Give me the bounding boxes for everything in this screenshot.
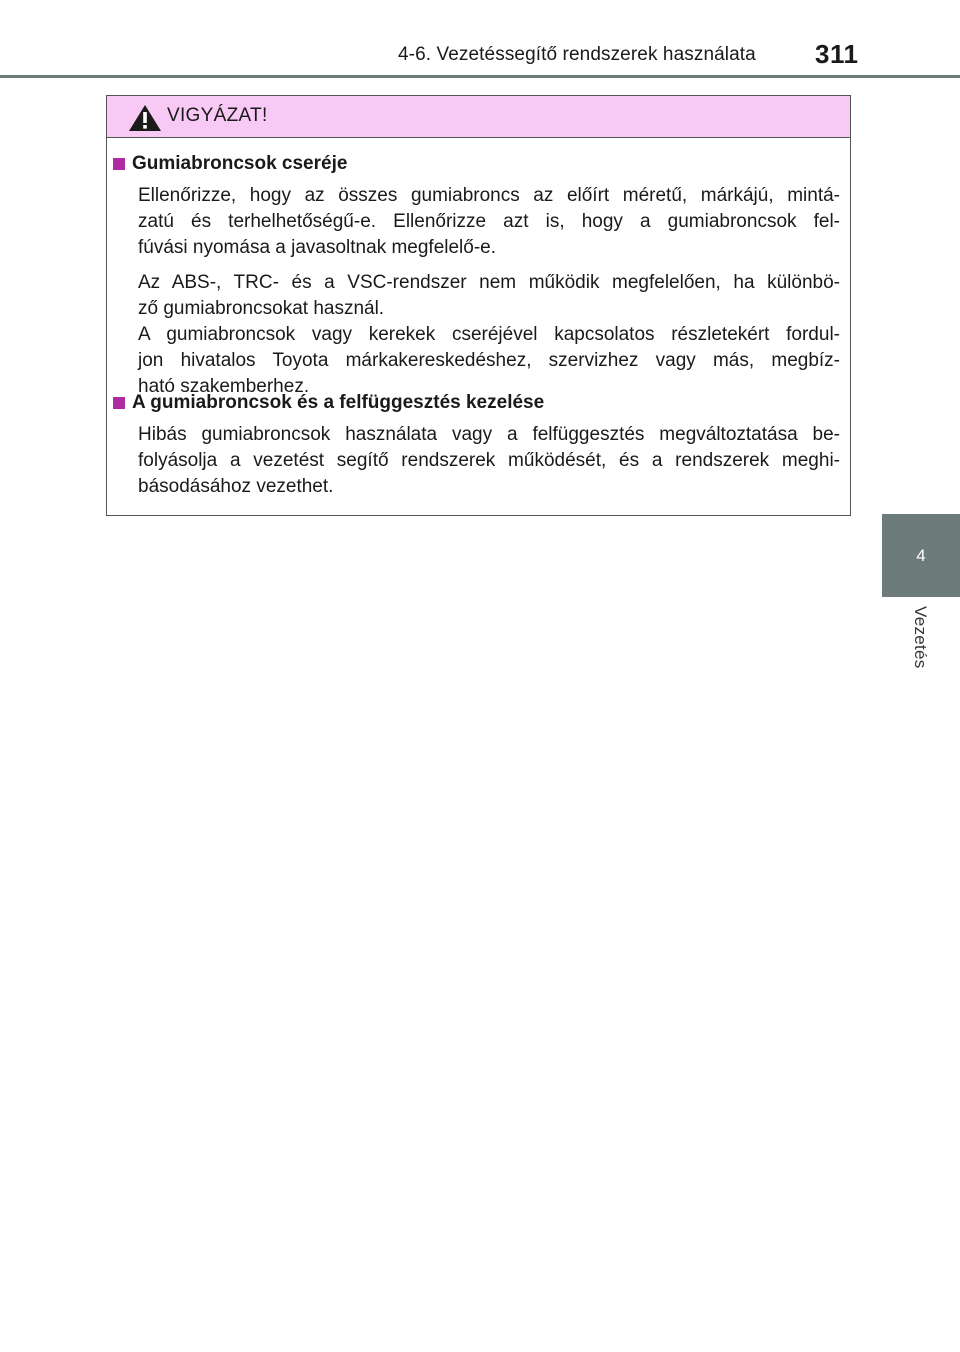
text-line: zatú és terhelhetőségű-e. Ellenőrizze azt is, hogy a gumiabroncsok fel-	[138, 211, 840, 232]
section-heading-text: A gumiabroncsok és a felfüggesztés kezelése	[132, 392, 545, 413]
square-bullet-icon	[113, 397, 125, 409]
caution-section	[113, 391, 840, 500]
section-heading-text: Gumiabroncsok cseréje	[132, 153, 348, 174]
text-line: jon hivatalos Toyota márkakereskedéshez, szervizhez vagy más, megbíz-	[138, 350, 840, 371]
paragraph	[138, 422, 840, 500]
chapter-label: Vezetés	[911, 606, 930, 669]
text-line: Az ABS-, TRC- és a VSC-rendszer nem működik megfelelően, ha különbö-	[138, 272, 840, 293]
section-heading	[113, 391, 840, 415]
text-line: básodásához vezethet.	[138, 476, 334, 497]
caution-box	[106, 95, 851, 516]
text-line: Ellenőrizze, hogy az összes gumiabroncs az előírt méretű, márkájú, mintá-	[138, 185, 840, 206]
caution-title: VIGYÁZAT!	[167, 105, 268, 126]
square-bullet-icon	[113, 158, 125, 170]
paragraph	[138, 270, 840, 400]
caution-section	[113, 152, 840, 400]
text-line: A gumiabroncsok vagy kerekek cseréjével kapcsolatos részletekért fordul-	[138, 324, 840, 345]
text-line: ható szakemberhez.	[138, 376, 310, 397]
text-line: ző gumiabroncsokat használ.	[138, 298, 385, 319]
warning-triangle-icon	[128, 104, 162, 132]
text-line: Hibás gumiabroncsok használata vagy a felfüggesztés megváltoztatása be-	[138, 424, 840, 445]
page-header-title: 4-6. Vezetéssegítő rendszerek használata	[398, 44, 756, 65]
chapter-tab: 4	[882, 514, 960, 597]
text-line: fúvási nyomása a javasoltnak megfelelő-e.	[138, 237, 497, 258]
paragraph	[138, 183, 840, 261]
header-rule	[0, 75, 960, 78]
caution-header	[107, 96, 850, 138]
page-number: 311	[815, 39, 859, 69]
text-line: folyásolja a vezetést segítő rendszerek működését, és a rendszerek meghi-	[138, 450, 840, 471]
section-heading	[113, 152, 840, 176]
